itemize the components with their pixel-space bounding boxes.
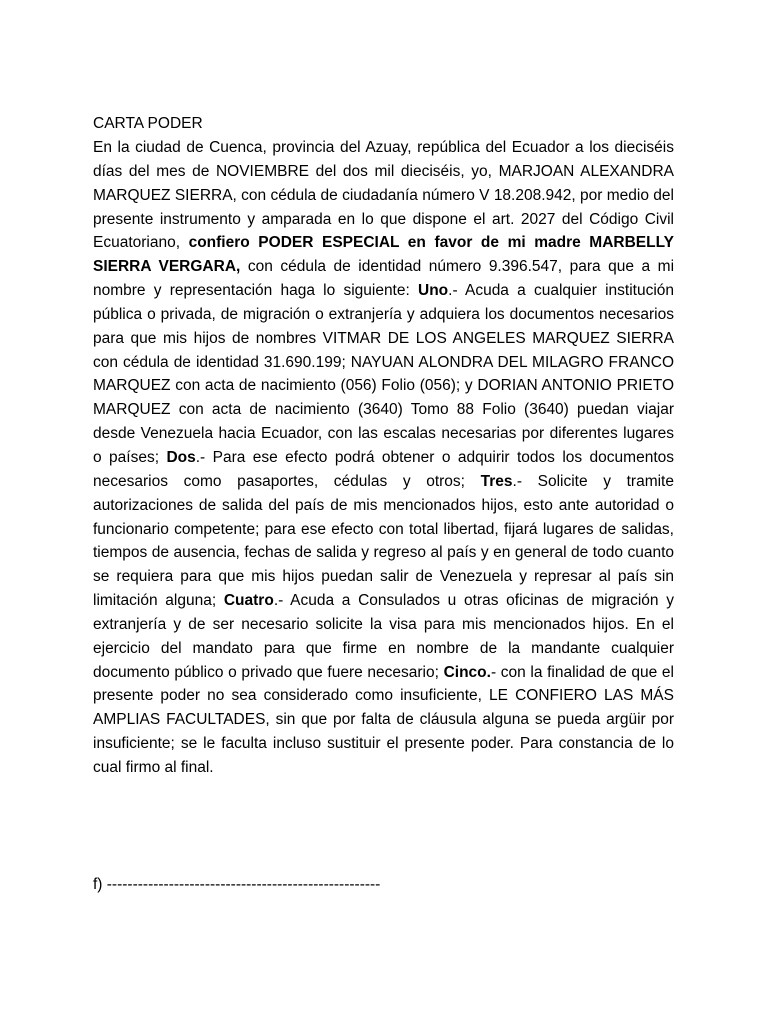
- signature-line: f) -----------------------------------------------------: [93, 876, 381, 893]
- body-bold-run: Dos: [166, 448, 196, 466]
- body-text-run: .- Acuda a Consulados u otras oficinas de migración y extranjería y de ser necesario solicite la visa para mis mencionados hijos. En el ejercicio del mandato para que firme en nombre de la mandante cualquier documento público o privado que fuere necesario;: [93, 592, 674, 681]
- body-text-run: con cédula de identidad número 9.396.547, para que a mi nombre y representación haga lo siguiente:: [93, 258, 675, 300]
- body-text-run: .- Acuda a cualquier institución pública o privada, de migración o extranjería y adquiera los documentos necesarios para que mis hijos de nombres VITMAR DE LOS ANGELES MARQUEZ SIERRA con cédula de identidad 31.690.199; NAYUAN ALONDRA DEL MILAGRO FRANCO MARQUEZ con acta de nacimiento (056) Folio (056); y DORIAN ANTONIO PRIETO MARQUEZ con acta de nacimiento (3640) Tomo 88 Folio (3640) puedan viajar desde Venezuela hacia Ecuador, con las escalas necesarias por diferentes lugares o países;: [93, 282, 675, 466]
- document-body-paragraph: [93, 136, 674, 780]
- body-text-run: .- Solicite y tramite autorizaciones de salida del país de mis mencionados hijos, esto ante autoridad o funcionario competente; para ese efecto con total libertad, fijará lugares de salidas, tiempos de ausencia, fechas de salida y regreso al país y en general de todo cuanto se requiera para que mis hijos puedan salir de Venezuela y represar al país sin limitación alguna;: [93, 472, 674, 610]
- body-text-run: - con la finalidad de que el presente poder no sea considerado como insuficiente, LE CONFIERO LAS MÁS AMPLIAS FACULTADES, sin que por falta de cláusula alguna se pueda argüir por insuficiente; se le faculta incluso sustituir el presente poder. Para constancia de lo cual firmo al final.: [93, 663, 674, 776]
- body-bold-run: confiero PODER ESPECIAL en favor de mi madre MARBELLY SIERRA VERGARA,: [93, 234, 674, 276]
- document-title: CARTA PODER: [93, 115, 203, 132]
- body-text-run: En la ciudad de Cuenca, provincia del Azuay, república del Ecuador a los dieciséis días del mes de NOVIEMBRE del dos mil dieciséis, yo, MARJOAN ALEXANDRA MARQUEZ SIERRA, con cédula de ciudadanía número V 18.208.942, por medio del presente instrumento y amparada en lo que dispone el art. 2027 del Código Civil Ecuatoriano,: [93, 139, 674, 252]
- body-bold-run: Tres: [480, 472, 513, 490]
- body-text-run: .- Para ese efecto podrá obtener o adquirir todos los documentos necesarios como pasaportes, cédulas y otros;: [93, 448, 674, 490]
- body-bold-run: Cinco.: [443, 663, 491, 681]
- body-bold-run: Uno: [418, 282, 449, 300]
- body-bold-run: Cuatro: [223, 592, 274, 610]
